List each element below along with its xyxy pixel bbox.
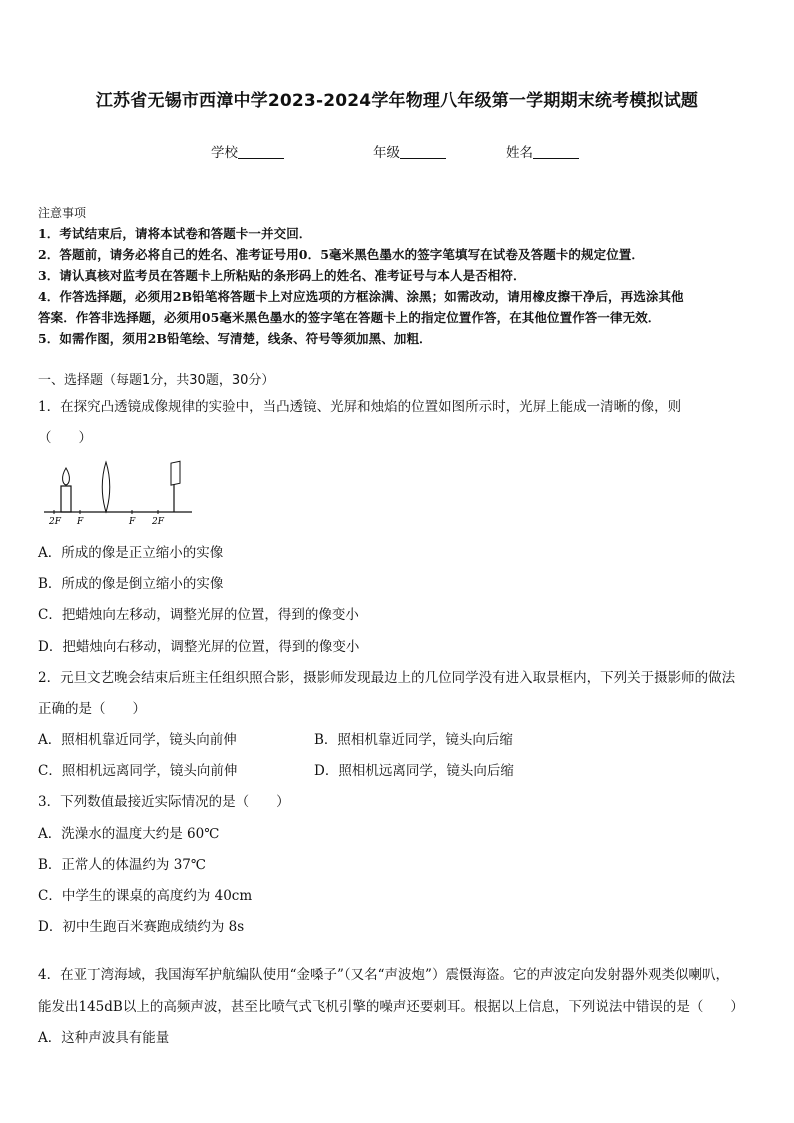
- label-2f-left: 2F: [49, 517, 61, 527]
- note-item: 答案．作答非选择题，必须用05毫米黑色墨水的签字笔在答题卡上的指定位置作答，在其他位置作答一律无效．: [38, 310, 661, 325]
- section-heading: 一、选择题（每题1分，共30题，30分）: [38, 373, 275, 388]
- question-2-stem-cont: 正确的是（ ）: [38, 701, 146, 717]
- label-2f-right: 2F: [152, 517, 164, 527]
- note-item: 4．作答选择题，必须用2B铅笔将答题卡上对应选项的方框涂满、涂黑；如需改动，请用橡皮擦干净后，再选涂其他: [38, 289, 684, 304]
- exam-title: 江苏省无锡市西漳中学2023-2024学年物理八年级第一学期期末统考模拟试题: [95, 91, 699, 111]
- option-c: C．中学生的课桌的高度约为 40cm: [38, 888, 253, 904]
- question-1-paren: （ ）: [38, 430, 92, 446]
- school-field: [211, 141, 284, 161]
- option-d: D．初中生跑百米赛跑成绩约为 8s: [38, 919, 245, 935]
- note-item: 2．答题前，请务必将自己的姓名、准考证号用0．5毫米黑色墨水的签字笔填写在试卷及答题卡的规定位置．: [38, 247, 644, 262]
- candle-icon: [61, 486, 71, 512]
- note-item: 1．考试结束后，请将本试卷和答题卡一并交回．: [38, 226, 312, 241]
- label-f-left: F: [77, 517, 84, 527]
- option-c: C．照相机远离同学，镜头向前伸: [38, 763, 238, 779]
- notes-heading: 注意事项: [38, 206, 87, 220]
- option-b: B．所成的像是倒立缩小的实像: [38, 576, 224, 592]
- grade-field: [373, 141, 446, 161]
- school-label: 学校: [211, 145, 238, 161]
- grade-label: 年级: [373, 145, 400, 161]
- name-blank: [533, 145, 579, 159]
- note-item: 3．请认真核对监考员在答题卡上所粘贴的条形码上的姓名、准考证号与本人是否相符．: [38, 268, 526, 283]
- option-a: A．所成的像是正立缩小的实像: [38, 545, 224, 561]
- question-3-stem: 3．下列数值最接近实际情况的是（ ）: [38, 794, 290, 810]
- label-f-right: F: [129, 517, 136, 527]
- note-item: 5．如需作图，须用2B铅笔绘、写清楚，线条、符号等须加黑、加粗．: [38, 331, 432, 346]
- question-2-stem: 2．元旦文艺晚会结束后班主任组织照合影，摄影师发现最边上的几位同学没有进入取景框内，下列关于摄影师的做法: [38, 670, 736, 686]
- option-a: A．洗澡水的温度大约是 60℃: [38, 826, 220, 842]
- question-1-stem: 1．在探究凸透镜成像规律的实验中，当凸透镜、光屏和烛焰的位置如图所示时，光屏上能成一清晰的像，则: [38, 399, 682, 415]
- lens-diagram: [40, 458, 200, 528]
- name-field: [506, 141, 579, 161]
- option-a: A．照相机靠近同学，镜头向前伸: [38, 732, 237, 748]
- convex-lens-icon: [102, 462, 110, 512]
- grade-blank: [400, 145, 446, 159]
- question-4-stem: 4．在亚丁湾海域，我国海军护航编队使用“金嗓子”（又名“声波炮”）震慑海盗。它的声波定向发射器外观类似喇叭，: [38, 967, 729, 983]
- question-4-stem-cont: 能发出145dB以上的高频声波，甚至比喷气式飞机引擎的噪声还要刺耳。根据以上信息，下列说法中错误的是（ ）: [38, 999, 744, 1015]
- candle-flame-icon: [63, 468, 70, 485]
- option-a: A．这种声波具有能量: [38, 1030, 170, 1046]
- option-b: B．照相机靠近同学，镜头向后缩: [314, 732, 513, 748]
- option-c: C．把蜡烛向左移动，调整光屏的位置，得到的像变小: [38, 607, 359, 623]
- light-screen-icon: [171, 461, 180, 485]
- school-blank: [238, 145, 284, 159]
- option-d: D．照相机远离同学，镜头向后缩: [314, 763, 514, 779]
- option-d: D．把蜡烛向右移动，调整光屏的位置，得到的像变小: [38, 639, 360, 655]
- option-b: B．正常人的体温约为 37℃: [38, 857, 206, 873]
- name-label: 姓名: [506, 145, 533, 161]
